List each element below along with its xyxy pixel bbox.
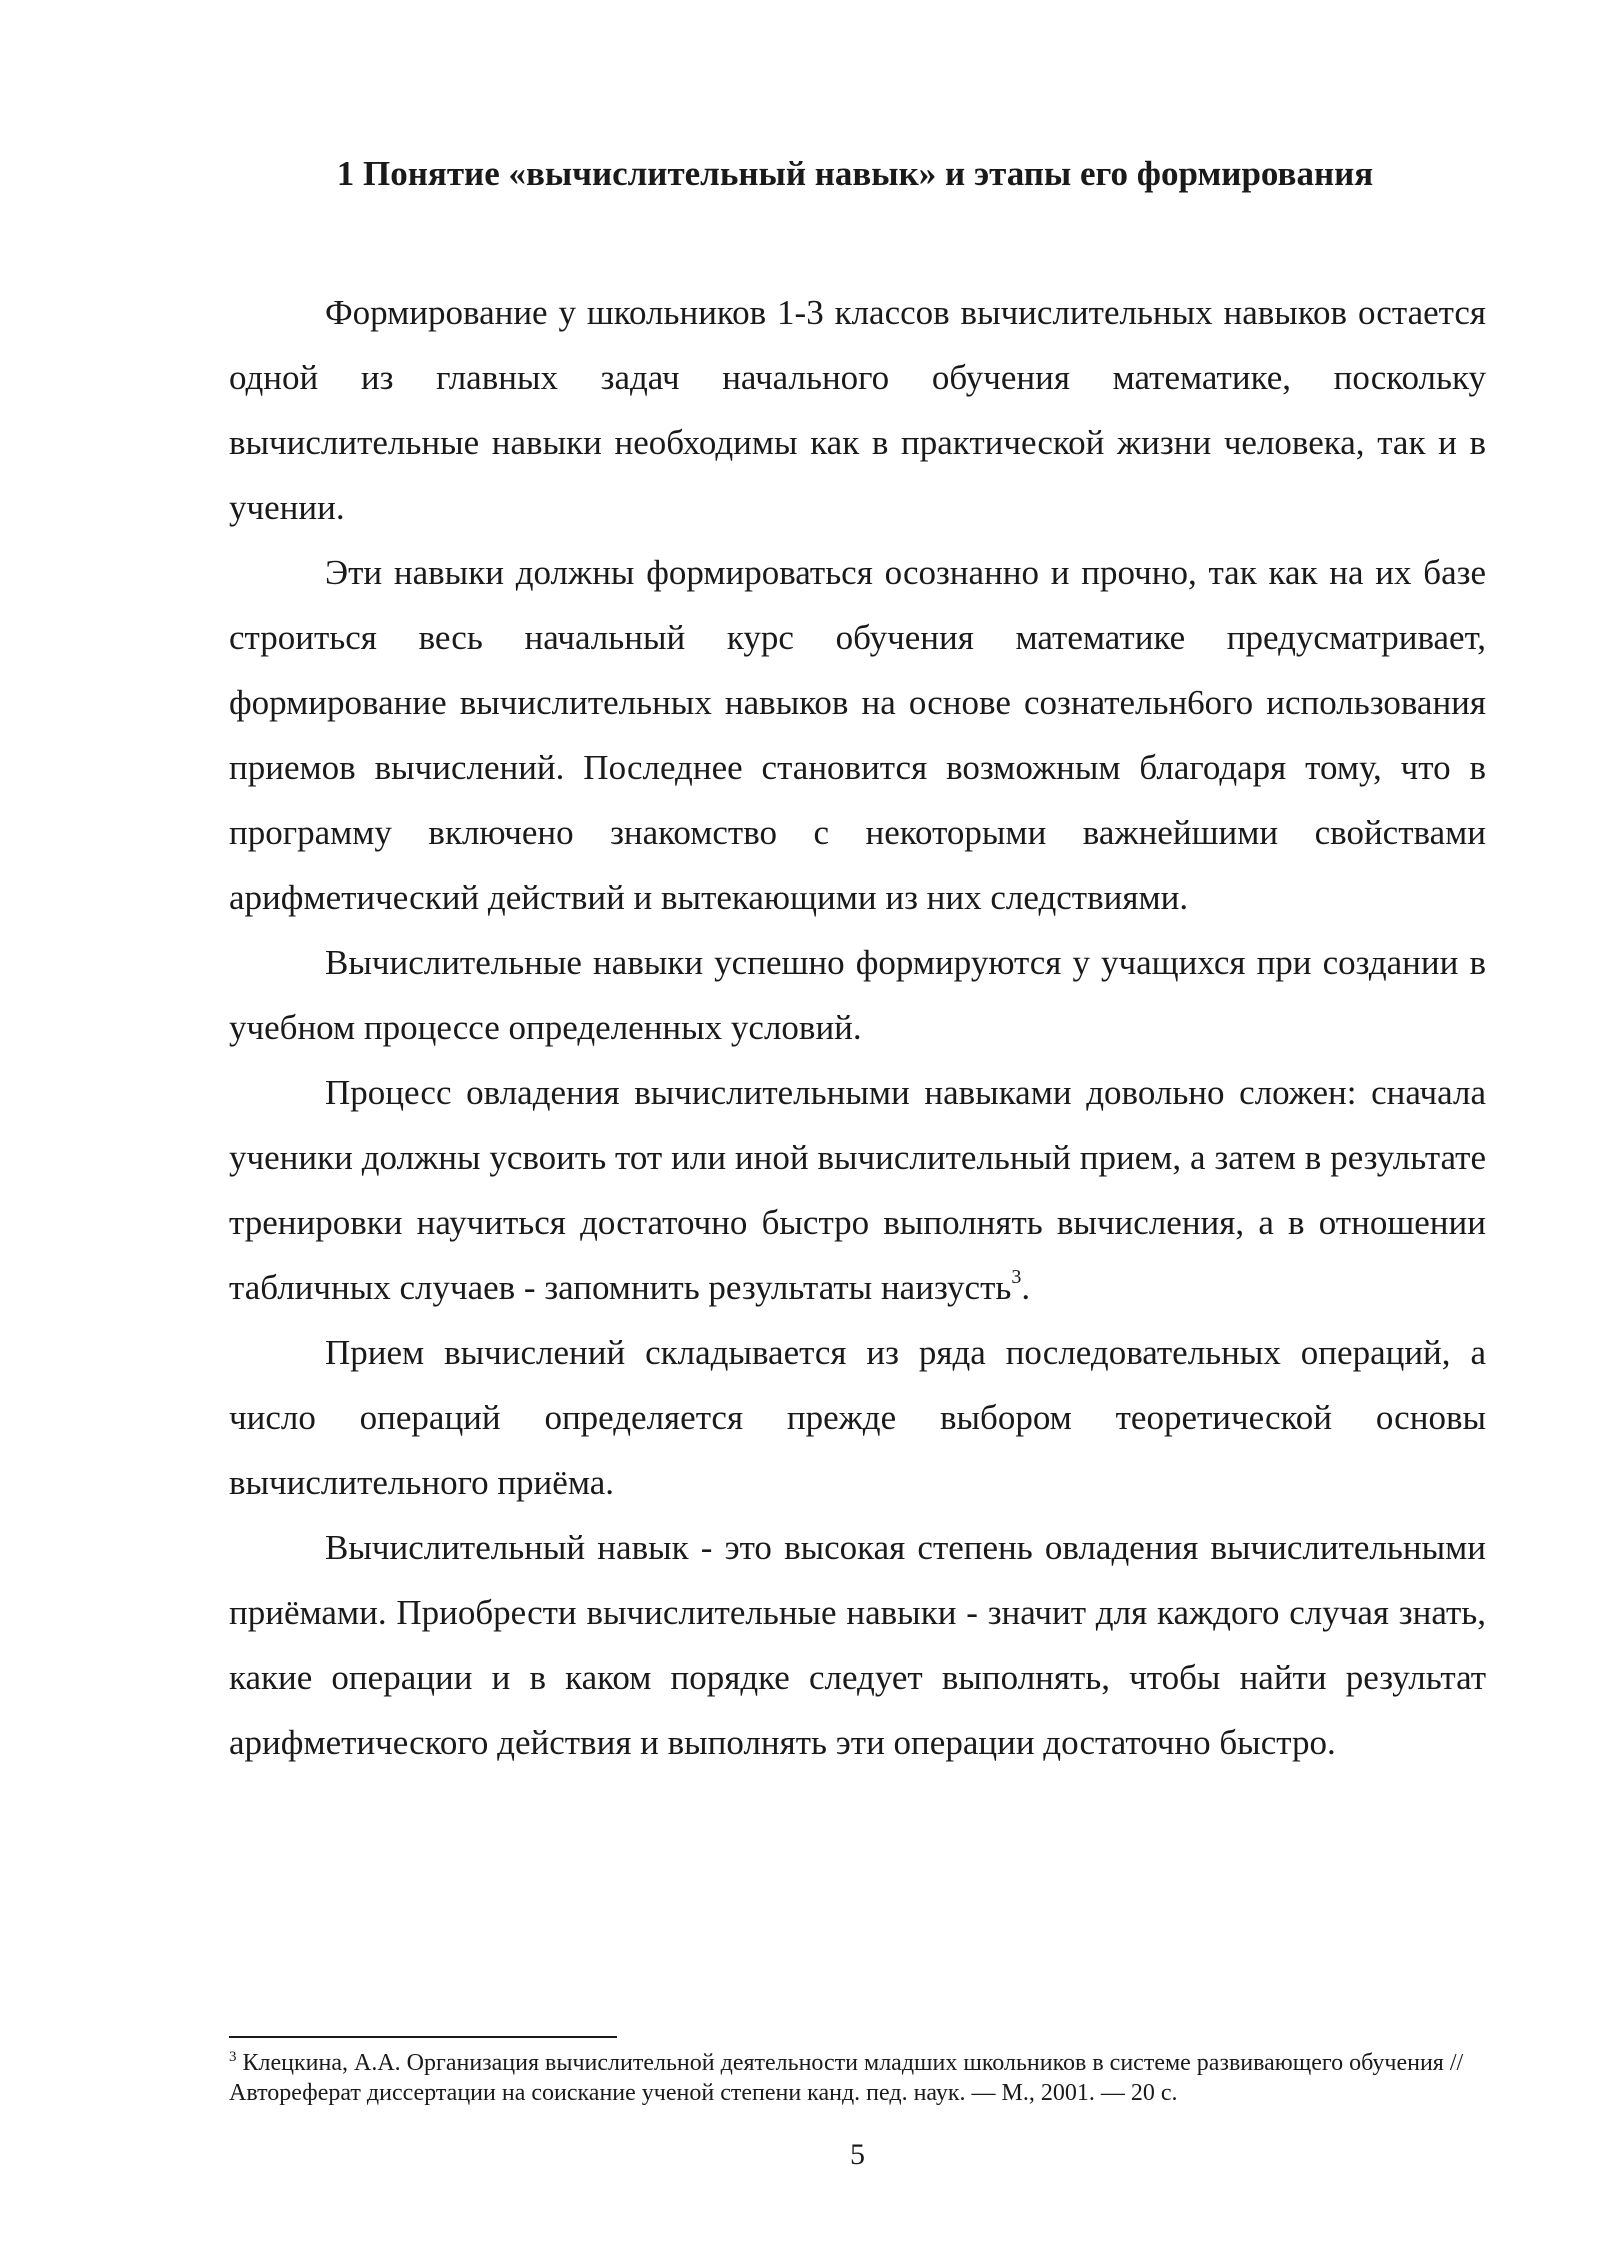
paragraph: Вычислительные навыки успешно формируются у учащихся при создании в учебном процессе определенных условий. — [229, 943, 1486, 1047]
footnote-separator — [229, 2036, 617, 2038]
paragraph: Эти навыки должны формироваться осознанно и прочно, так как на их базе строиться весь начальный курс обучения математике предусматривает, формирование вычислительных навыков на основе сознательн6ого использования приемов вычислений. Последнее становится возможным благодаря тому, что в программу включено знакомство с некоторыми важнейшими свойствами арифметический действий и вытекающими из них следствиями. — [229, 553, 1486, 917]
footnote — [229, 2048, 1486, 2108]
footnote-reference: 3 — [1011, 1266, 1022, 1288]
page-number: 5 — [850, 2138, 865, 2171]
paragraph-end-punctuation: . — [1021, 1268, 1031, 1307]
paragraph: Прием вычислений складывается из ряда последовательных операций, а число операций определяется прежде выбором теоретической основы вычислительного приёма. — [229, 1333, 1486, 1502]
paragraph-text: Процесс овладения вычислительными навыками довольно сложен: сначала ученики должны усвоить тот или иной вычислительный прием, а затем в результате тренировки научиться достаточно быстро выполнять вычисления, а в отношении табличных случаев - запомнить результаты наизусть — [229, 1073, 1486, 1307]
footnote-text: Клецкина, А.А. Организация вычислительной деятельности младших школьников в системе развивающего обучения // Автореферат диссертации на соискание ученой степени канд. пед. наук. — М., 2001. — 20 с. — [229, 2050, 1464, 2106]
body-text — [229, 280, 1486, 1775]
paragraph-with-footnote — [229, 1060, 1486, 1320]
footnote-marker: 3 — [229, 2049, 237, 2065]
paragraph: Вычислительный навык - это высокая степень овладения вычислительными приёмами. Приобрести вычислительные навыки - значит для каждого случая знать, какие операции и в каком порядке следует выполнять, чтобы найти результат арифметического действия и выполнять эти операции достаточно быстро. — [229, 1528, 1486, 1762]
section-heading: 1 Понятие «вычислительный навык» и этапы его формирования — [336, 154, 1374, 193]
paragraph: Формирование у школьников 1-3 классов вычислительных навыков остается одной из главных задач начального обучения математике, поскольку вычислительные навыки необходимы как в практической жизни человека, так и в учении. — [229, 293, 1486, 527]
